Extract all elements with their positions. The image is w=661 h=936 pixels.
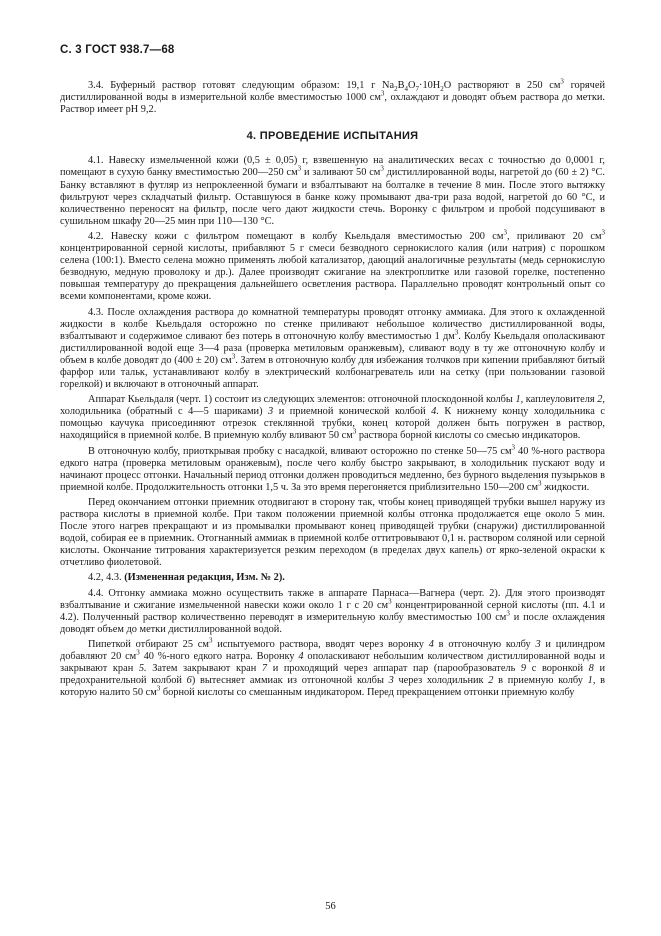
section-title: 4. ПРОВЕДЕНИЕ ИСПЫТАНИЯ — [246, 130, 419, 143]
paragraph-revision-note: 4.2, 4.3. (Измененная редакция, Изм. № 2). — [88, 572, 285, 584]
page-header: С. 3 ГОСТ 938.7—68 — [60, 44, 175, 56]
page-number: 56 — [325, 901, 336, 912]
paragraph-distillation: В отгоночную колбу, приоткрывая пробку с насадкой, вливают осторожно по стенке 50—75 $см^3$ 40 %-ного раствора едкого натра (проверка метиловым оранжевым), после чего колбу быстро закрывают, в холодильник пускают воду и начинают процесс отгонки. Начальный период отгонки должен проводиться медленно, без бурного выделения пузырьков в приемной колбе. Продолжительность отгонки 1,5 ч. За это время перегоняется приблизительно 150—200 $см^3$ жидкости. — [60, 443, 605, 493]
paragraph-apparatus: Аппарат Кьельдаля (черт. 1) состоит из следующих элементов: отгоночной плоскодонной колбы 1, каплеуловителя 2, холодильника (обратный с 4—5 шариками) 3 и приемной конической колбой 4. К нижнему концу холодильника с помощью каучука присоединяют отрезок стеклянной трубки, конец которой должен быть погружен в раствор, находящийся в приемной колбе. В приемную колбу вливают 50 $см^3$ раствора борной кислоты со смесью индикаторов. — [60, 394, 606, 442]
paragraph-3-4: 3.4. Буферный раствор готовят следующим образом: 19,1 г $Na_2B_4O_7\cdot 10H_2O$ растворяют в 250 $см^3$ горячей дистиллированной воды в измерительной колбе вместимостью 1000 $см^3$, охлаждают и доводят объем раствора до метки. Раствор имеет pH 9,2. — [60, 77, 605, 116]
paragraph-pipette: Пипеткой отбирают 25 $см^3$ испытуемого раствора, вводят через воронку 4 в отгоночную колбу 3 и цилиндром добавляют 20 $см^3$ 40 %-ного едкого натра. Воронку 4 ополаскивают небольшим количеством дистиллированной воды и закрывают кран 5. Затем закрывают кран 7 и проходящий через аппарат пар (парообразователь 9 с воронкой 8 и предохранительной колбой 6) вытесняет аммиак из отгоночной колбы 3 через холодильник 2 в приемную колбу 1, в которую налито 50 $см^3$ борной кислоты со смешанным индикатором. Перед прекращением отгонки приемную колбу — [60, 636, 605, 699]
paragraph-4-2: 4.2. Навеску кожи с фильтром помещают в колбу Кьельдаля вместимостью 200 $см^3$, приливают 20 $см^3$ концентрированной серной кислоты, прибавляют 5 г смеси безводного сернокислого калия (или натрия) с порошком селена (100:1). Вместо селена можно применять любой катализатор, дающий аналогичные результаты (медь сернокислую безводную, медную проволоку и др.). Далее производят сжигание на электроплитке или газовой горелке, постепенно повышая температуру до прекращения дальнейшего осветления раствора. Параллельно проводят контрольный опыт со всеми компонентами, кроме кожи. — [60, 228, 605, 303]
paragraph-end-distillation: Перед окончанием отгонки приемник отодвигают в сторону так, чтобы конец приводящей трубки вышел наружу из раствора кислоты в приемной колбе. При таком положении приемной колбы отгонка продолжается еще около 5 мин. После этого нагрев прекращают и из промывалки промывают конец приводящей трубки (снаружи) дистиллированной водой, собирая ее в приемник. Отогнанный аммиак в приемной колбе оттитровывают 0,1 н. раствором соляной или серной кислоты. Окончание титрования характеризуется резким переходом (в пределах двух капель) от ярко-зеленой окраски к отчетливо фиолетовой. — [60, 496, 605, 569]
paragraph-4-4: 4.4. Отгонку аммиака можно осуществить также в аппарате Парнаса—Вагнера (черт. 2). Для этого производят взбалтывание и сжигание измельченной навески кожи около 1 г с 20 $см^3$ концентрированной серной кислоты (пп. 4.1 и 4.2). Полученный раствор количественно переводят в измерительную колбу вместимостью 100 $см^3$ и после охлаждения доводят объем до метки дистиллированной водой. — [60, 587, 605, 635]
document-body — [60, 77, 606, 702]
paragraph-4-1: 4.1. Навеску измельченной кожи (0,5 ± 0,05) г, взвешенную на аналитических весах с точностью до 0,0001 г, помещают в сухую банку вместимостью 200—250 $см^3$ и заливают 50 $см^3$ дистиллированной воды, нагретой до (60 ± 2) °С. Банку вставляют в футляр из непроклеенной бумаги и взбалтывают на болталке в течение 8 мин. После этого вытяжку фильтруют через складчатый фильтр. Оставшуюся в банке кожу промывают два-три раза водой, нагретой до 60 °С, и количественно переносят на фильтр, после чего дают жидкости стечь. Воронку с фильтром и пробой подсушивают в сушильном шкафу 20—25 мин при 110—130 °С. — [60, 155, 605, 227]
paragraph-4-3: 4.3. После охлаждения раствора до комнатной температуры проводят отгонку аммиака. Для этого к охлажденной жидкости в колбе Кьельдаля осторожно по стенке приливают небольшое количество дистиллированной воды, взбалтывают и содержимое сливают без потерь в отгоночную колбу вместимостью 1 $дм^3$. Колбу Кьельдаля ополаскивают дистиллированной водой еще 3—4 раза (проверка метиловым оранжевым), сливают воду в ту же отгоночную колбу и объем в колбе доводят до (400 ± 20) $см^3$. Затем в отгоночную колбу для избежания толчков при кипении прибавляют битый фарфор или тальк, устанавливают колбу в электрический колбонагреватель или на сетку (при пользовании газовой горелкой) и включают в отгоночный аппарат. — [60, 306, 606, 391]
